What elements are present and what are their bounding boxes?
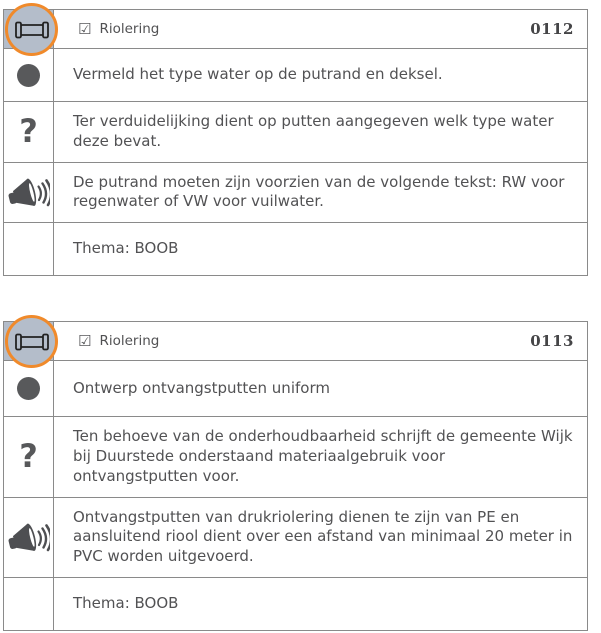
pipe-icon xyxy=(14,332,50,352)
row-icon-cell xyxy=(4,102,54,162)
requirement-instruction: Ontvangstputten van drukriolering dienen te zijn van PE en aansluitend riool dient over een afstand van minimaal 20 meter in PVC worden uitgevoerd. xyxy=(73,507,573,566)
question-icon: ? xyxy=(19,111,38,150)
row-icon-cell xyxy=(4,417,54,496)
category-label: Riolering xyxy=(99,21,160,37)
table-row-explanation xyxy=(4,101,587,162)
requirement-theme: Thema: BOOB xyxy=(73,594,179,613)
megaphone-icon xyxy=(8,520,50,554)
table-row-theme xyxy=(4,222,587,275)
category-badge xyxy=(5,3,58,56)
card-header xyxy=(54,10,587,48)
category-badge xyxy=(5,315,58,368)
category-checkbox[interactable]: ☑ xyxy=(78,332,92,351)
requirement-title: Ontwerp ontvangstputten uniform xyxy=(73,378,330,397)
card-header-row xyxy=(4,10,587,48)
category-label: Riolering xyxy=(99,333,160,350)
requirement-code: 0113 xyxy=(530,332,574,351)
table-row-title xyxy=(4,48,587,101)
pipe-icon xyxy=(14,20,50,40)
row-icon-cell xyxy=(4,49,54,101)
row-icon-cell-empty xyxy=(4,223,54,275)
megaphone-icon xyxy=(8,175,50,209)
row-icon-cell xyxy=(4,163,54,223)
card-header-row xyxy=(4,322,587,360)
requirement-title: Vermeld het type water op de putrand en deksel. xyxy=(73,65,443,84)
table-row-theme xyxy=(4,577,587,630)
requirement-code: 0112 xyxy=(530,20,574,38)
requirement-card-0112 xyxy=(3,9,588,276)
requirement-instruction: De putrand moeten zijn voorzien van de volgende tekst: RW voor regenwater of VW voor vuilwater. xyxy=(73,172,565,211)
table-row-title xyxy=(4,360,587,416)
requirement-explanation: Ter verduidelijking dient op putten aangegeven welk type water deze bevat. xyxy=(73,112,554,150)
circle-icon xyxy=(17,377,40,400)
requirement-theme: Thema: BOOB xyxy=(73,239,179,258)
category-checkbox[interactable]: ☑ xyxy=(78,20,92,38)
requirement-explanation: Ten behoeve van de onderhoudbaarheid schrijft de gemeente Wijk bij Duurstede onderstaand materiaalgebruik voor ontvangstputten voor. xyxy=(73,427,573,485)
requirement-card-0113 xyxy=(3,321,588,631)
table-row-announcement xyxy=(4,497,587,577)
table-row-announcement xyxy=(4,162,587,223)
row-icon-cell xyxy=(4,361,54,416)
question-icon: ? xyxy=(19,436,38,475)
card-header xyxy=(54,322,587,360)
row-icon-cell xyxy=(4,498,54,577)
row-icon-cell-empty xyxy=(4,578,54,630)
circle-icon xyxy=(17,64,40,87)
table-row-explanation xyxy=(4,416,587,496)
